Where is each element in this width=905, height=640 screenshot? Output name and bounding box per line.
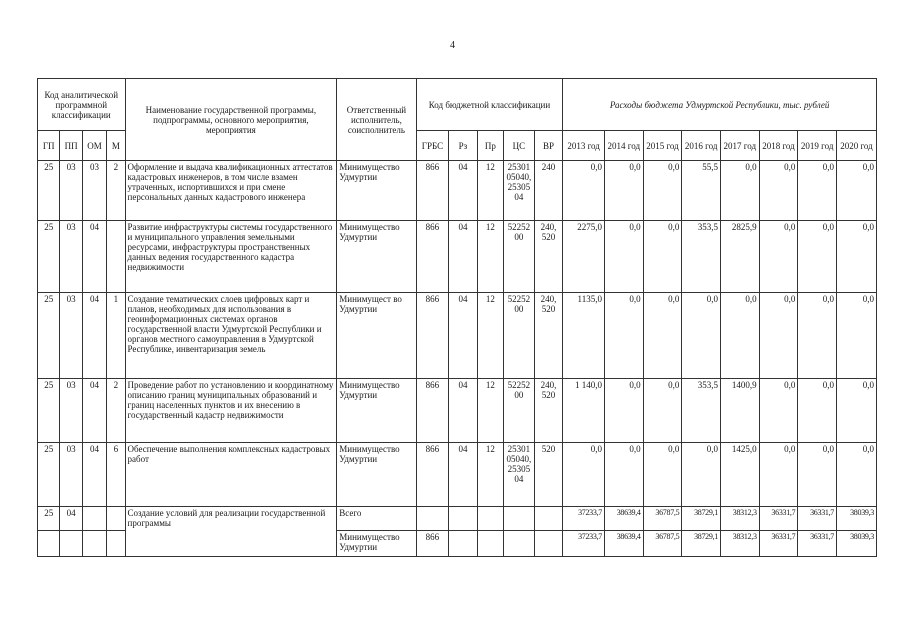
m-cell: 6 bbox=[107, 443, 125, 507]
budget-table bbox=[37, 78, 877, 557]
gp-header: ГП bbox=[38, 131, 60, 161]
cs-cell: 25301 05040, 25305 04 bbox=[504, 443, 535, 507]
value-cell: 0,0 bbox=[759, 161, 798, 221]
gp-cell: 25 bbox=[38, 507, 60, 531]
pp-cell: 04 bbox=[60, 507, 82, 531]
page-number: 4 bbox=[450, 40, 455, 51]
value-cell: 37233,7 bbox=[563, 507, 605, 531]
value-cell: 0,0 bbox=[798, 221, 837, 293]
year-header: 2019 год bbox=[798, 131, 837, 161]
om-cell: 04 bbox=[82, 293, 106, 379]
om-header: ОМ bbox=[82, 131, 106, 161]
value-cell: 2825,9 bbox=[720, 221, 759, 293]
vr-cell: 520 bbox=[534, 443, 563, 507]
value-cell: 38039,3 bbox=[837, 507, 877, 531]
value-cell: 0,0 bbox=[798, 293, 837, 379]
m-cell bbox=[107, 507, 125, 531]
value-cell: 0,0 bbox=[759, 221, 798, 293]
value-cell: 0,0 bbox=[604, 379, 643, 443]
summary-total-row bbox=[38, 507, 877, 531]
value-cell: 38729,1 bbox=[682, 531, 721, 557]
value-cell: 0,0 bbox=[563, 161, 605, 221]
value-cell: 38639,4 bbox=[604, 507, 643, 531]
budget-code-header: Код бюджетной классификации bbox=[416, 79, 563, 131]
value-cell: 0,0 bbox=[604, 443, 643, 507]
program-name-cell: Развитие инфраструктуры системы государственного и муниципального управления земельными ресурсами, инфраструктуры пространственных данных ведения государственного кадастра недвижимости bbox=[125, 221, 337, 293]
year-header: 2016 год bbox=[682, 131, 721, 161]
value-cell: 0,0 bbox=[563, 443, 605, 507]
value-cell: 55,5 bbox=[682, 161, 721, 221]
grbs-cell: 866 bbox=[416, 443, 449, 507]
value-cell: 38039,3 bbox=[837, 531, 877, 557]
pp-cell: 03 bbox=[60, 161, 82, 221]
value-cell: 0,0 bbox=[720, 293, 759, 379]
executor-cell: Минимущество Удмуртии bbox=[337, 379, 416, 443]
value-cell: 0,0 bbox=[798, 161, 837, 221]
rz-cell: 04 bbox=[449, 161, 478, 221]
vr-cell: 240, 520 bbox=[534, 221, 563, 293]
pr-cell: 12 bbox=[477, 221, 503, 293]
m-cell: 1 bbox=[107, 293, 125, 379]
program-name-cell: Проведение работ по установлению и координатному описанию границ муниципальных образований и границ населенных пунктов и их внесению в государственный кадастр недвижимости bbox=[125, 379, 337, 443]
year-header: 2013 год bbox=[563, 131, 605, 161]
executor-cell: Минимущество Удмуртии bbox=[337, 161, 416, 221]
value-cell: 36331,7 bbox=[759, 507, 798, 531]
value-cell: 38312,3 bbox=[720, 531, 759, 557]
om-cell: 04 bbox=[82, 379, 106, 443]
value-cell: 1400,9 bbox=[720, 379, 759, 443]
value-cell: 0,0 bbox=[798, 379, 837, 443]
value-cell: 0,0 bbox=[643, 221, 682, 293]
m-cell bbox=[107, 221, 125, 293]
vr-cell: 240 bbox=[534, 161, 563, 221]
value-cell: 37233,7 bbox=[563, 531, 605, 557]
value-cell: 0,0 bbox=[837, 221, 877, 293]
rz-cell: 04 bbox=[449, 221, 478, 293]
expenses-header: Расходы бюджета Удмуртской Республики, тыс. рублей bbox=[563, 79, 877, 131]
pp-header: ПП bbox=[60, 131, 82, 161]
year-header: 2018 год bbox=[759, 131, 798, 161]
value-cell: 2275,0 bbox=[563, 221, 605, 293]
value-cell: 36331,7 bbox=[798, 531, 837, 557]
year-header: 2017 год bbox=[720, 131, 759, 161]
pp-cell: 03 bbox=[60, 221, 82, 293]
total-label-cell: Всего bbox=[337, 507, 416, 531]
value-cell: 1135,0 bbox=[563, 293, 605, 379]
value-cell: 36331,7 bbox=[798, 507, 837, 531]
pr-cell: 12 bbox=[477, 161, 503, 221]
grbs-cell: 866 bbox=[416, 379, 449, 443]
code-group-header: Код аналитической программной классификации bbox=[38, 79, 126, 131]
gp-cell: 25 bbox=[38, 443, 60, 507]
value-cell: 1425,0 bbox=[720, 443, 759, 507]
grbs-cell: 866 bbox=[416, 221, 449, 293]
pr-cell: 12 bbox=[477, 443, 503, 507]
pp-cell: 03 bbox=[60, 443, 82, 507]
gp-cell: 25 bbox=[38, 221, 60, 293]
rz-header: Рз bbox=[449, 131, 478, 161]
vr-header: ВР bbox=[534, 131, 563, 161]
table-row bbox=[38, 379, 877, 443]
value-cell: 0,0 bbox=[682, 443, 721, 507]
value-cell: 0,0 bbox=[604, 161, 643, 221]
pp-cell: 03 bbox=[60, 293, 82, 379]
year-header: 2020 год bbox=[837, 131, 877, 161]
vr-cell: 240, 520 bbox=[534, 293, 563, 379]
value-cell: 36787,5 bbox=[643, 507, 682, 531]
value-cell: 0,0 bbox=[759, 443, 798, 507]
om-cell: 04 bbox=[82, 443, 106, 507]
value-cell: 353,5 bbox=[682, 379, 721, 443]
value-cell: 0,0 bbox=[837, 161, 877, 221]
table-row bbox=[38, 221, 877, 293]
value-cell: 0,0 bbox=[720, 161, 759, 221]
value-cell: 0,0 bbox=[837, 379, 877, 443]
vr-cell: 240, 520 bbox=[534, 379, 563, 443]
cs-cell: 52252 00 bbox=[504, 379, 535, 443]
rz-cell: 04 bbox=[449, 379, 478, 443]
pr-cell: 12 bbox=[477, 293, 503, 379]
executor-header: Ответственный исполнитель, соисполнитель bbox=[337, 79, 416, 161]
m-header: М bbox=[107, 131, 125, 161]
value-cell: 0,0 bbox=[604, 221, 643, 293]
om-cell: 04 bbox=[82, 221, 106, 293]
rz-cell: 04 bbox=[449, 443, 478, 507]
summary-name-cell: Создание условий для реализации государственной программы bbox=[125, 507, 337, 557]
table-row bbox=[38, 293, 877, 379]
cs-cell: 52252 00 bbox=[504, 293, 535, 379]
value-cell: 0,0 bbox=[643, 443, 682, 507]
value-cell: 36787,5 bbox=[643, 531, 682, 557]
rz-cell: 04 bbox=[449, 293, 478, 379]
value-cell: 0,0 bbox=[643, 293, 682, 379]
value-cell: 0,0 bbox=[759, 293, 798, 379]
executor-cell: Минимущество Удмуртии bbox=[337, 531, 416, 557]
value-cell: 36331,7 bbox=[759, 531, 798, 557]
grbs-cell: 866 bbox=[416, 293, 449, 379]
value-cell: 38729,1 bbox=[682, 507, 721, 531]
cs-header: ЦС bbox=[504, 131, 535, 161]
gp-cell: 25 bbox=[38, 379, 60, 443]
executor-cell: Минимущество Удмуртии bbox=[337, 443, 416, 507]
om-cell bbox=[82, 507, 106, 531]
grbs-header: ГРБС bbox=[416, 131, 449, 161]
grbs-cell: 866 bbox=[416, 531, 449, 557]
value-cell: 0,0 bbox=[643, 379, 682, 443]
year-header: 2014 год bbox=[604, 131, 643, 161]
m-cell: 2 bbox=[107, 161, 125, 221]
pp-cell: 03 bbox=[60, 379, 82, 443]
pr-header: Пр bbox=[477, 131, 503, 161]
cs-cell: 25301 05040, 25305 04 bbox=[504, 161, 535, 221]
gp-cell: 25 bbox=[38, 161, 60, 221]
value-cell: 1 140,0 bbox=[563, 379, 605, 443]
value-cell: 0,0 bbox=[759, 379, 798, 443]
name-header: Наименование государственной программы, подпрограммы, основного мероприятия, мероприятия bbox=[125, 79, 337, 161]
year-header: 2015 год bbox=[643, 131, 682, 161]
value-cell: 0,0 bbox=[643, 161, 682, 221]
m-cell: 2 bbox=[107, 379, 125, 443]
value-cell: 38312,3 bbox=[720, 507, 759, 531]
table-row bbox=[38, 161, 877, 221]
value-cell: 0,0 bbox=[837, 293, 877, 379]
executor-cell: Минимущест во Удмуртии bbox=[337, 293, 416, 379]
program-name-cell: Оформление и выдача квалификационных аттестатов кадастровых инженеров, в том числе взамен утраченных, испортившихся и при смене персональных данных кадастрового инженера bbox=[125, 161, 337, 221]
value-cell: 38639,4 bbox=[604, 531, 643, 557]
executor-cell: Минимущество Удмуртии bbox=[337, 221, 416, 293]
gp-cell: 25 bbox=[38, 293, 60, 379]
program-name-cell: Создание тематических слоев цифровых карт и планов, необходимых для использования в геоинформационных системах органов государственной власти Удмуртской Республики и органов местного самоуправления в Удмуртской Республике, инвентаризация земель bbox=[125, 293, 337, 379]
value-cell: 0,0 bbox=[682, 293, 721, 379]
cs-cell: 52252 00 bbox=[504, 221, 535, 293]
program-name-cell: Обеспечение выполнения комплексных кадастровых работ bbox=[125, 443, 337, 507]
value-cell: 0,0 bbox=[837, 443, 877, 507]
value-cell: 0,0 bbox=[604, 293, 643, 379]
pr-cell: 12 bbox=[477, 379, 503, 443]
value-cell: 353,5 bbox=[682, 221, 721, 293]
om-cell: 03 bbox=[82, 161, 106, 221]
value-cell: 0,0 bbox=[798, 443, 837, 507]
grbs-cell: 866 bbox=[416, 161, 449, 221]
table-row bbox=[38, 443, 877, 507]
